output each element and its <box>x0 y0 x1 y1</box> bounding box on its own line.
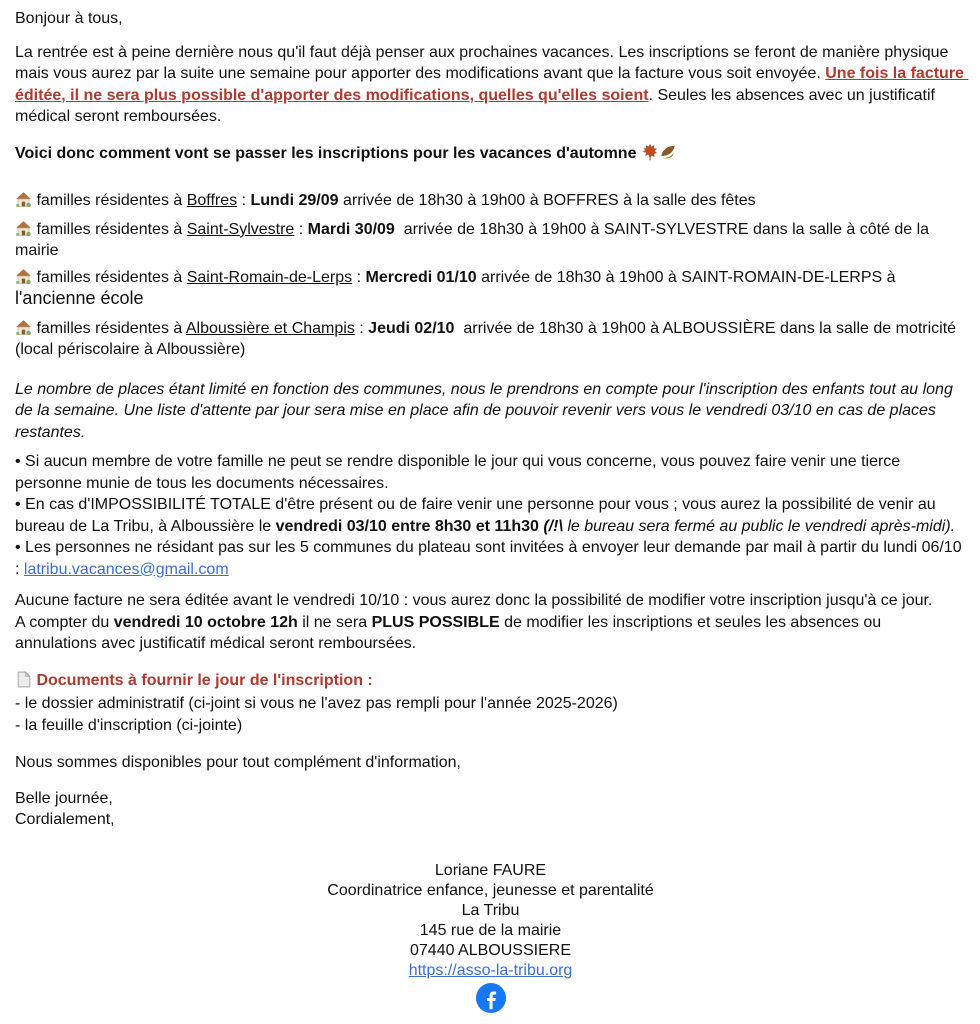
text-segment: : <box>237 192 251 209</box>
text-segment: familles résidentes à <box>32 319 186 337</box>
greeting <box>15 8 966 30</box>
text-segment: Bonjour à tous, <box>15 10 123 27</box>
bullet-item-tierce-personne <box>15 451 966 494</box>
registration-item-alboussiere <box>15 318 966 361</box>
commune-name: Boffres <box>186 192 238 209</box>
email-body <box>15 8 969 1013</box>
facebook-icon[interactable] <box>476 983 506 1013</box>
text-segment: arrivée de 18h30 à 19h00 à BOFFRES à la salle des fêtes <box>338 192 756 209</box>
text-segment: Belle journée, <box>15 789 113 807</box>
facebook-link <box>15 983 966 1013</box>
text-segment: PLUS POSSIBLE <box>371 613 500 631</box>
text-segment: • En cas d'IMPOSSIBILITÉ TOTALE d'être présent ou de faire venir une personne pour vous ; vous aurez la possibilité de venir au bureau de La Tribu, à Alboussière le <box>15 496 941 535</box>
documents-heading <box>15 670 966 692</box>
text-segment: Coordinatrice enfance, jeunesse et parentalité <box>327 881 654 899</box>
text-segment: . Seules les absences avec un justificatif médical seront remboursées. <box>15 86 940 125</box>
registration-item-saint-romain <box>15 267 966 311</box>
commune-name: Saint-Sylvestre <box>186 220 295 238</box>
date: Mercredi 01/10 <box>365 268 477 286</box>
signature-name <box>15 861 966 881</box>
text-segment: le bureau sera fermé au public le vendredi après-midi). <box>562 517 956 535</box>
text-segment: Nous sommes disponibles pour tout complément d'information, <box>15 754 461 771</box>
closing-line-2 <box>15 809 966 831</box>
text-segment: arrivée de 18h30 à 19h00 à SAINT-SYLVESTRE dans la salle à côté de la mairie <box>15 220 934 259</box>
text-segment: il ne sera <box>297 613 372 631</box>
text-segment: (/!\ <box>543 517 563 535</box>
text-segment: La rentrée est à peine dernière nous qu'il faut déjà penser aux prochaines vacances. Les inscriptions se feront de manière physique mais vous aurez par la suite une semaine pour apporter des modifications avant que la facture vous soit envoyée. <box>15 43 953 82</box>
bullet-item-impossibilite <box>15 494 966 537</box>
text-segment: arrivée de 18h30 à 19h00 à SAINT-ROMAIN-DE-LERPS à <box>476 268 900 286</box>
text-segment: • Si aucun membre de votre famille ne peut se rendre disponible le jour qui vous concerne, vous pouvez faire venir une tierce personne munie de tous les documents nécessaires. <box>15 453 905 492</box>
house-icon <box>15 267 32 289</box>
intro-paragraph <box>15 42 969 128</box>
text-segment: familles résidentes à <box>32 192 187 209</box>
house-icon <box>15 318 32 340</box>
text-segment: 145 rue de la mairie <box>419 921 562 939</box>
text-segment: familles résidentes à <box>32 220 187 238</box>
deadline-date: vendredi 10 octobre 12h <box>113 613 298 631</box>
text-segment: de modifier les inscriptions et seules les absences ou annulations avec justificatif médical seront remboursées. <box>15 613 886 652</box>
registration-item-boffres <box>15 190 966 212</box>
house-icon <box>15 219 32 241</box>
document-item-dossier <box>15 693 966 715</box>
text-segment: Cordialement, <box>15 811 115 828</box>
text-segment: 07440 ALBOUSSIERE <box>410 941 571 959</box>
page-icon <box>15 670 32 692</box>
text-segment: Voici donc comment vont se passer les inscriptions pour les vacances d'automne <box>15 144 641 162</box>
signature-org <box>15 901 966 921</box>
signature-website <box>15 961 966 981</box>
office-hours: vendredi 03/10 entre 8h30 et 11h30 <box>275 517 539 535</box>
text-segment: - la feuille d'inscription (ci-jointe) <box>15 716 243 734</box>
signature-street <box>15 921 966 941</box>
text-segment: : <box>294 220 308 238</box>
text-segment: Le nombre de places étant limité en fonction des communes, nous le prendrons en compte pour l'inscription des enfants tout au long de la semaine. Une liste d'attente par jour sera mise en place afin de pouvoir revenir vers vous le vendredi 03/10 en cas de places restantes. <box>15 380 958 441</box>
document-item-feuille <box>15 715 966 737</box>
email-link[interactable]: latribu.vacances@gmail.com <box>23 560 229 578</box>
text-segment: A compter du <box>15 613 114 631</box>
text-segment: familles résidentes à <box>32 268 187 286</box>
signature-title <box>15 881 966 901</box>
closing-line <box>15 788 966 810</box>
text-segment: Loriane FAURE <box>434 861 547 879</box>
places-note <box>15 379 966 444</box>
text-segment: Documents à fournir le jour de l'inscription : <box>36 671 373 689</box>
fallen-leaf-icon <box>659 143 677 165</box>
info-line <box>15 752 966 774</box>
signature-city <box>15 941 966 961</box>
house-icon <box>15 190 32 212</box>
text-segment: • Les personnes ne résidant pas sur les 5 communes du plateau sont invitées à envoyer leur demande par mail à partir du lundi 06/10 : <box>15 539 967 578</box>
text-segment: arrivée de 18h30 à 19h00 à ALBOUSSIÈRE dans la salle de motricité (local périscolaire à Alboussière) <box>15 319 961 358</box>
date: Lundi 29/09 <box>250 192 339 209</box>
registration-item-saint-sylvestre <box>15 219 966 262</box>
invoice-paragraph <box>15 590 966 612</box>
deadline-paragraph <box>15 612 966 655</box>
text-segment: - le dossier administratif (ci-joint si vous ne l'avez pas rempli pour l'année 2025-2026) <box>15 695 618 712</box>
commune-name: Alboussière et Champis <box>185 319 355 337</box>
date: Jeudi 02/10 <box>368 319 455 337</box>
invoice-warning: Une fois la facture éditée, il ne sera plus possible d'apporter des modifications, quelles qu'elles soient <box>15 65 969 104</box>
bullet-item-hors-communes <box>15 537 966 580</box>
date: Mardi 30/09 <box>307 220 395 238</box>
autumn-heading <box>15 143 966 165</box>
website-link[interactable]: https://asso-la-tribu.org <box>408 961 573 979</box>
text-segment: Aucune facture ne sera éditée avant le vendredi 10/10 : vous aurez donc la possibilité de modifier votre inscription jusqu'à ce jour. <box>15 592 933 609</box>
text-segment: : <box>352 268 366 286</box>
commune-name: Saint-Romain-de-Lerps <box>186 268 353 286</box>
text-segment: La Tribu <box>461 901 520 919</box>
maple-leaf-icon <box>641 143 659 165</box>
text-segment: l'ancienne école <box>15 288 144 308</box>
text-segment: : <box>354 319 369 337</box>
